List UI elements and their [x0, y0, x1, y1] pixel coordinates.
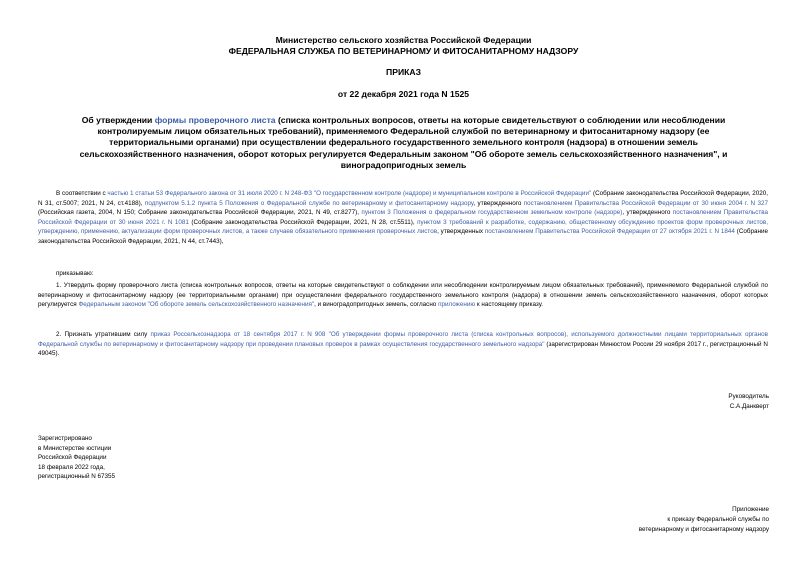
appendix-line: к приказу Федеральной службы по	[667, 516, 769, 523]
basis-link-resolution-1081[interactable]: постановлением Правительства Российской Федерации от 30 июня 2021 г. N 1081	[38, 209, 768, 226]
registration-line: регистрационный N 67355	[38, 473, 116, 481]
registration-line: Российской Федерации	[38, 454, 107, 462]
legal-basis-paragraph	[38, 189, 768, 247]
basis-link-248fz[interactable]: частью 1 статьи 53 Федерального закона от 31 июля 2020 г. N 248-ФЗ "О государственном контроле (надзоре) и муниципальном контроле в Российской Федерации"	[107, 190, 592, 197]
ministry-name: Министерство сельского хозяйства Российской Федерации	[275, 35, 532, 45]
basis-text-3: , утвержденного	[473, 199, 524, 207]
basis-link-point-3-regulation[interactable]: пунктом 3 Положения о федеральном государственном земельном контроле (надзоре)	[361, 209, 623, 217]
title-text-1: Об утверждении	[81, 115, 155, 125]
registration-block	[38, 434, 115, 482]
item1-link-appendix[interactable]: приложению	[438, 301, 476, 309]
title-link-form[interactable]: формы проверочного листа	[154, 115, 276, 125]
item1-text-2: , и виноградопригодных земель, согласно	[314, 301, 439, 309]
document-date-number: от 22 декабря 2021 года N 1525	[337, 89, 470, 99]
signatory-name: С.А.Данкверт	[729, 403, 769, 410]
registration-line: в Министерстве юстиции	[38, 444, 112, 452]
signatory-position: Руководитель	[728, 393, 769, 400]
registration-line: Зарегистрировано	[38, 435, 92, 442]
document-type: ПРИКАЗ	[386, 67, 421, 77]
basis-link-resolution-327[interactable]: постановлением Правительства Российской Федерации от 30 июня 2004 г. N 327	[523, 199, 768, 207]
basis-text-6: (Собрание законодательства Российской Федерации, 2021, N 28, ст.5511),	[188, 218, 418, 226]
order-word: приказываю:	[56, 270, 94, 277]
document-title	[70, 115, 737, 171]
item1-text-3: к настоящему приказу.	[475, 301, 543, 309]
item2-text-1: 2. Признать утратившим силу	[56, 331, 151, 338]
appendix-line: Приложение	[732, 506, 769, 513]
order-item-2	[38, 330, 768, 359]
registration-line: 18 февраля 2022 года,	[38, 463, 105, 471]
order-item-1	[38, 281, 768, 310]
basis-link-resolution-1844[interactable]: постановлением Правительства Российской Федерации от 27 октября 2021 г. N 1844	[484, 228, 735, 236]
basis-link-subpoint-512[interactable]: подпунктом 5.1.2 пункта 5 Положения о Федеральной службе по ветеринарному и фитосанитарному надзору	[144, 199, 474, 207]
basis-text-1: В соответствии с	[56, 190, 108, 197]
item1-text-1: 1. Утвердить форму проверочного листа (списка контрольных вопросов, ответы на которые свидетельствуют о соблюдении или несоблюдении контролируемым лицом обязательных требований), применяемого Федеральной службой по ветеринарному и фитосанитарному надзору (ее территориальными органами) при осуществлении федерального государственного земельного контроля (надзора) в отношении земель сельскохозяйственного назначения, оборот которых регулируется	[38, 282, 768, 309]
basis-link-point-3-requirements[interactable]: пунктом 3 требований к разработке, содержанию, общественному обсуждению проектов форм проверочных листов, утверждению, применению, актуализации форм проверочных листов, а также случаев обязательного применения проверочных листов	[38, 218, 768, 236]
basis-text-8: (Собрание законодательства Российской Федерации, 2021, N 44, ст.7443),	[38, 228, 768, 245]
item2-link-order-908[interactable]: приказ Россельхознадзора от 18 сентября 2017 г. N 908 "Об утверждении формы проверочного листа (списка контрольных вопросов), используемого должностными лицами территориальных органов Федеральной службы по ветеринарному и фитосанитарному надзору при проведении плановых проверок в рамках осуществления государственного земельного надзора"	[38, 331, 768, 348]
basis-text-4: (Российская газета, 2004, N 150; Собрание законодательства Российской Федерации, 2021, N 49, ст.8277),	[38, 209, 362, 217]
basis-text-5: , утвержденного	[622, 209, 673, 217]
service-name: ФЕДЕРАЛЬНАЯ СЛУЖБА ПО ВЕТЕРИНАРНОМУ И ФИТОСАНИТАРНОМУ НАДЗОРУ	[228, 46, 579, 56]
title-text-2: (списка контрольных вопросов, ответы на которые свидетельствуют о соблюдении или несоблюдении контролируемым лицом обязательных требований), применяемого Федеральной службой по ветеринарному и фитосанитарному надзору (ее территориальными органами) при осуществлении федерального государственного земельного контроля (надзора) в отношении земель сельскохозяйственного назначения, оборот которых регулируется Федеральным законом "Об обороте земель сельскохозяйственного назначения", и виноградопригодных земель	[79, 115, 728, 170]
item2-text-2: (зарегистрирован Минюстом России 29 ноября 2017 г., регистрационный N 49045).	[38, 340, 768, 358]
item1-link-federal-law[interactable]: Федеральным законом "Об обороте земель сельскохозяйственного назначения"	[78, 301, 315, 309]
basis-text-7: , утвержденных	[437, 228, 485, 236]
appendix-line: ветеринарному и фитосанитарному надзору	[638, 526, 769, 533]
basis-text-2: (Собрание законодательства Российской Федерации, 2020, N 31, ст.5007; 2021, N 24, ст.4188),	[38, 190, 768, 207]
appendix-heading	[639, 505, 769, 535]
